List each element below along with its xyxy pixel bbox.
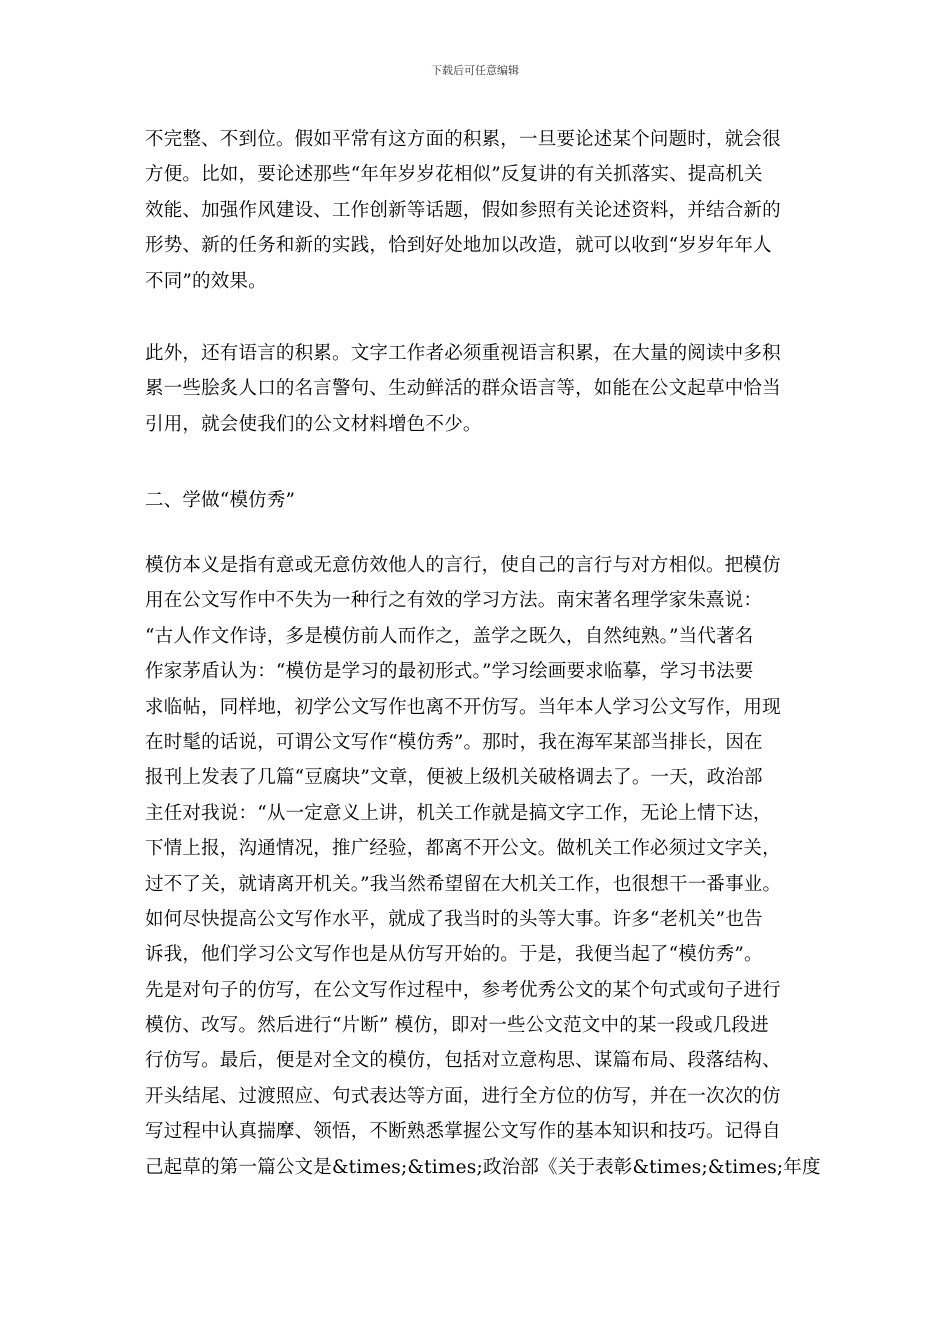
text-line: 用在公文写作中不失为一种行之有效的学习方法。南宋著名理学家朱熹说： [145,590,763,612]
text-line: 报刊上发表了几篇“豆腐块”文章，便被上级机关破格调去了。一天，政治部 [145,767,763,789]
text-line: 二、学做“模仿秀” [145,490,296,511]
text-line: 作家茅盾认为：“模仿是学习的最初形式。”学习绘画要求临摹，学习书法要 [145,661,754,683]
text-line: 先是对句子的仿写，在公文写作过程中，参考优秀公文的某个句式或句子进行 [145,979,781,1001]
text-line: 不同”的效果。 [145,270,267,292]
text-line: 模仿本义是指有意或无意仿效他人的言行，使自己的言行与对方相似。把模仿 [145,555,781,576]
paragraph-language-accumulation [145,336,825,442]
header-note: 下载后可任意编辑 [431,64,519,77]
text-line: 诉我，他们学习公文写作也是从仿写开始的。于是，我便当起了“模仿秀”。 [145,944,763,966]
section-heading [145,483,825,518]
text-line: 写过程中认真揣摩、领悟，不断熟悉掌握公文写作的基本知识和技巧。记得自 [145,1121,781,1143]
text-line: 此外，还有语言的积累。文字工作者必须重视语言积累，在大量的阅读中多积 [145,343,781,364]
text-line: 方便。比如，要论述那些“年年岁岁花相似”反复讲的有关抓落实、提高机关 [145,164,763,186]
text-line: 主任对我说：“从一定意义上讲，机关工作就是搞文字工作，无论上情下达， [145,802,772,824]
text-line: 如何尽快提高公文写作水平，就成了我当时的头等大事。许多“老机关”也告 [145,908,763,930]
text-line: 行仿写。最后，便是对全文的模仿，包括对立意构思、谋篇布局、段落结构、 [145,1050,781,1072]
paragraph-imitation [145,548,825,1185]
text-line: 下情上报，沟通情况，推广经验，都离不开公文。做机关工作必须过文字关， [145,838,781,860]
text-line: 不完整、不到位。假如平常有这方面的积累，一旦要论述某个问题时，就会很 [145,129,781,150]
paragraph-accumulation [145,122,825,299]
text-line: 开头结尾、过渡照应、句式表达等方面，进行全方位的仿写，并在一次次的仿 [145,1085,781,1107]
text-line: “古人作文作诗，多是模仿前人而作之，盖学之既久，自然纯熟。”当代著名 [145,625,754,647]
text-line: 形势、新的任务和新的实践，恰到好处地加以改造，就可以收到“岁岁年年人 [145,235,772,257]
text-line: 引用，就会使我们的公文材料增色不少。 [145,413,482,435]
text-line: 在时髦的话说，可谓公文写作“模仿秀”。那时，我在海军某部当排长，因在 [145,731,763,753]
text-line: 效能、加强作风建设、工作创新等话题，假如参照有关论述资料，并结合新的 [145,199,781,221]
text-line: 模仿、改写。然后进行“片断” 模仿，即对一些公文范文中的某一段或几段进 [145,1015,769,1037]
text-line: 过不了关，就请离开机关。”我当然希望留在大机关工作，也很想干一番事业。 [145,873,782,895]
text-line: 己起草的第一篇公文是&times;&times;政治部《关于表彰&times;&times;年度 [145,1156,821,1178]
text-line: 求临帖，同样地，初学公文写作也离不开仿写。当年本人学习公文写作，用现 [145,696,781,718]
text-line: 累一些脍炙人口的名言警句、生动鲜活的群众语言等，如能在公文起草中恰当 [145,378,781,400]
